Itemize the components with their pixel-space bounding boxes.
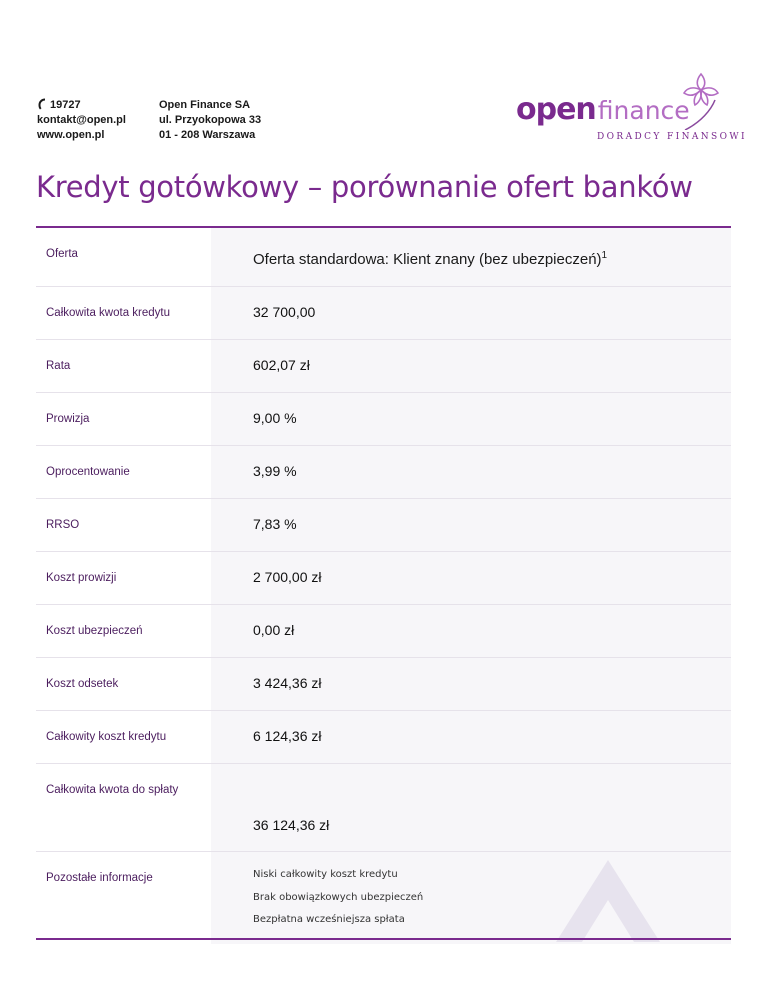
- row-label: Koszt prowizji: [46, 572, 117, 584]
- row-value: 3 424,36 zł: [253, 675, 322, 691]
- row-value: 3,99 %: [253, 463, 297, 479]
- table-row: [36, 552, 731, 605]
- offer-value: Oferta standardowa: Klient znany (bez ubezpieczeń)$^1$: [253, 250, 608, 268]
- phone-number: 19727: [50, 99, 81, 111]
- row-value: 0,00 zł: [253, 622, 295, 638]
- logo-wordmark: [516, 92, 690, 127]
- row-label: Prowizja: [46, 413, 90, 425]
- row-label: Oferta: [46, 248, 78, 260]
- info-item: Bezpłatna wcześniejsza spłata: [253, 914, 405, 925]
- logo-open-text: open: [516, 92, 596, 127]
- info-item: Niski całkowity koszt kredytu: [253, 869, 398, 880]
- row-label: Koszt odsetek: [46, 678, 119, 690]
- page-title: Kredyt gotówkowy – porównanie ofert banków: [36, 170, 693, 204]
- company-street: ul. Przyokopowa 33: [159, 114, 262, 126]
- table-row-total: [36, 764, 731, 852]
- table-row: [36, 605, 731, 658]
- row-label: RRSO: [46, 519, 80, 531]
- bottom-divider: [36, 938, 731, 940]
- email-link[interactable]: kontakt@open.pl: [37, 114, 126, 126]
- row-value: 9,00 %: [253, 410, 297, 426]
- row-label: Całkowita kwota kredytu: [46, 307, 170, 319]
- total-value: 36 124,36 zł: [253, 817, 330, 833]
- table-row-offer: [36, 228, 731, 287]
- logo-tagline: DORADCY FINANSOWI: [597, 132, 747, 142]
- row-value: 602,07 zł: [253, 357, 310, 373]
- row-label: Oprocentowanie: [46, 466, 130, 478]
- row-label: Koszt ubezpieczeń: [46, 625, 143, 637]
- logo-finance-text: finance: [597, 96, 690, 125]
- row-label: Całkowita kwota do spłaty: [46, 784, 179, 796]
- row-label: Pozostałe informacje: [46, 872, 153, 884]
- website-link[interactable]: www.open.pl: [37, 129, 105, 141]
- table-row: [36, 287, 731, 340]
- table-row: [36, 658, 731, 711]
- info-item: Brak obowiązkowych ubezpieczeń: [253, 892, 424, 903]
- table-row: [36, 711, 731, 764]
- table-row: [36, 340, 731, 393]
- row-value: 6 124,36 zł: [253, 728, 322, 744]
- contact-block: [37, 98, 126, 143]
- row-label: Całkowity koszt kredytu: [46, 731, 167, 743]
- value-cell-bg: [211, 764, 731, 851]
- open-finance-logo: [516, 70, 747, 144]
- table-row: [36, 499, 731, 552]
- company-block: [159, 98, 261, 143]
- row-label: Rata: [46, 360, 71, 372]
- company-name: Open Finance SA: [159, 99, 251, 111]
- logo-watermark: [550, 860, 660, 942]
- table-row: [36, 393, 731, 446]
- row-value: 7,83 %: [253, 516, 297, 532]
- footnote-marker: 1: [601, 250, 608, 261]
- phone-line: [37, 98, 126, 113]
- table-row-other-info: [36, 852, 731, 944]
- table-row: [36, 446, 731, 499]
- offer-table: [36, 228, 731, 944]
- company-city: 01 - 208 Warszawa: [159, 129, 256, 141]
- row-value: 2 700,00 zł: [253, 569, 322, 585]
- row-value: 32 700,00: [253, 304, 316, 320]
- phone-icon: [37, 98, 47, 110]
